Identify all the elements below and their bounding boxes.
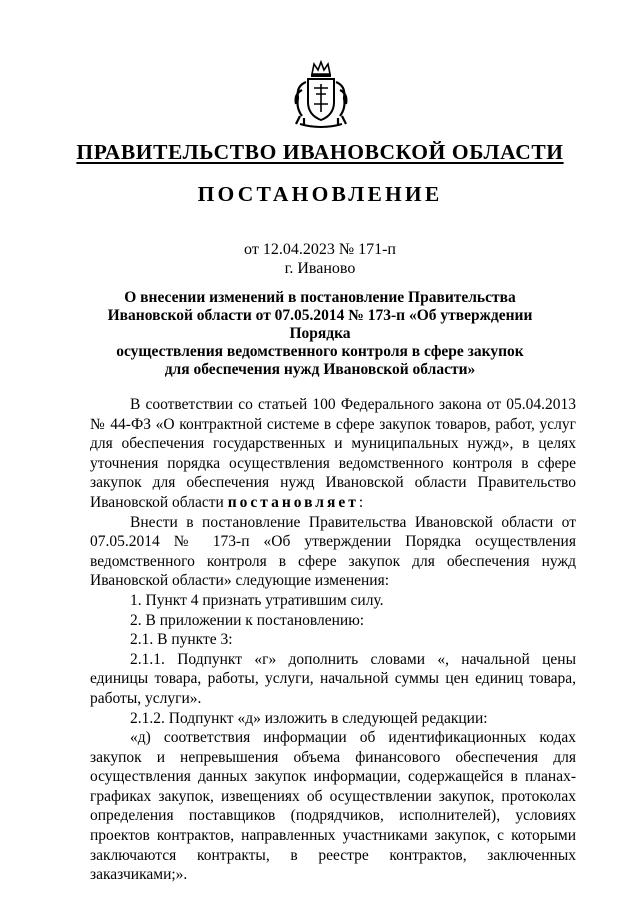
body-paragraph: 1. Пункт 4 признать утратившим силу.	[130, 591, 384, 609]
body-paragraph: 2.1.2. Подпункт «д» изложить в следующей редакции:	[130, 709, 488, 727]
document-body	[90, 395, 576, 885]
decree-colon: :	[358, 493, 364, 511]
body-paragraph: «д) соответствия информации об идентификационных кодах закупок и непревышения объема финансового обеспечения для осуществления данных закупок информации, содержащейся в планах-графиках закупок, извещениях об осуществлении закупок, протоколах определения поставщиков (подрядчиков, исполнителей), условиях проектов контрактов, направленных участниками закупок, с которыми заключаются контракты, в реестре контрактов, заключенных заказчиками;».	[90, 729, 576, 884]
body-paragraph: Внести в постановление Правительства Ивановской области от 07.05.2014 № 173-п «Об утверждении Порядка осуществления ведомственного контроля в сфере закупок для обеспечения нужд Ивановской области» следующие изменения:	[90, 513, 576, 590]
government-title: ПРАВИТЕЛЬСТВО ИВАНОВСКОЙ ОБЛАСТИ	[76, 140, 564, 164]
document-type: ПОСТАНОВЛЕНИЕ	[197, 182, 443, 206]
body-paragraph: 2.1.1. Подпункт «г» дополнить словами «, начальной цены единицы товара, работы, услуги, начальной суммы цен единиц товара, работы, услуги».	[90, 650, 576, 707]
subject-line: осуществления ведомственного контроля в сфере закупок	[116, 343, 524, 360]
coat-of-arms-icon	[290, 60, 352, 130]
body-paragraph: 2.1. В пункте 3:	[130, 631, 233, 649]
subject-line: О внесении изменений в постановление Правительства	[124, 289, 516, 306]
document-meta	[0, 240, 640, 278]
document-subject	[90, 289, 550, 379]
subject-line: Ивановской области от 07.05.2014 № 173-п «Об утверждении Порядка	[107, 307, 533, 342]
preamble-text: В соответствии со статьей 100 Федерального закона от 05.04.2013 № 44-ФЗ «О контрактной системе в сфере закупок товаров, работ, услуг для обеспечения государственных и муниципальных нужд», в целях уточнения порядка осуществления ведомственного контроля в сфере закупок для обеспечения нужд Ивановской области Правительство Ивановской области	[90, 396, 576, 511]
city: г. Иваново	[284, 260, 356, 277]
date-number: от 12.04.2023 № 171-п	[244, 241, 396, 258]
decree-word: постановляет	[227, 493, 359, 511]
body-paragraph: 2. В приложении к постановлению:	[130, 611, 365, 629]
preamble-paragraph	[90, 395, 576, 513]
subject-line: для обеспечения нужд Ивановской области»	[164, 361, 476, 378]
